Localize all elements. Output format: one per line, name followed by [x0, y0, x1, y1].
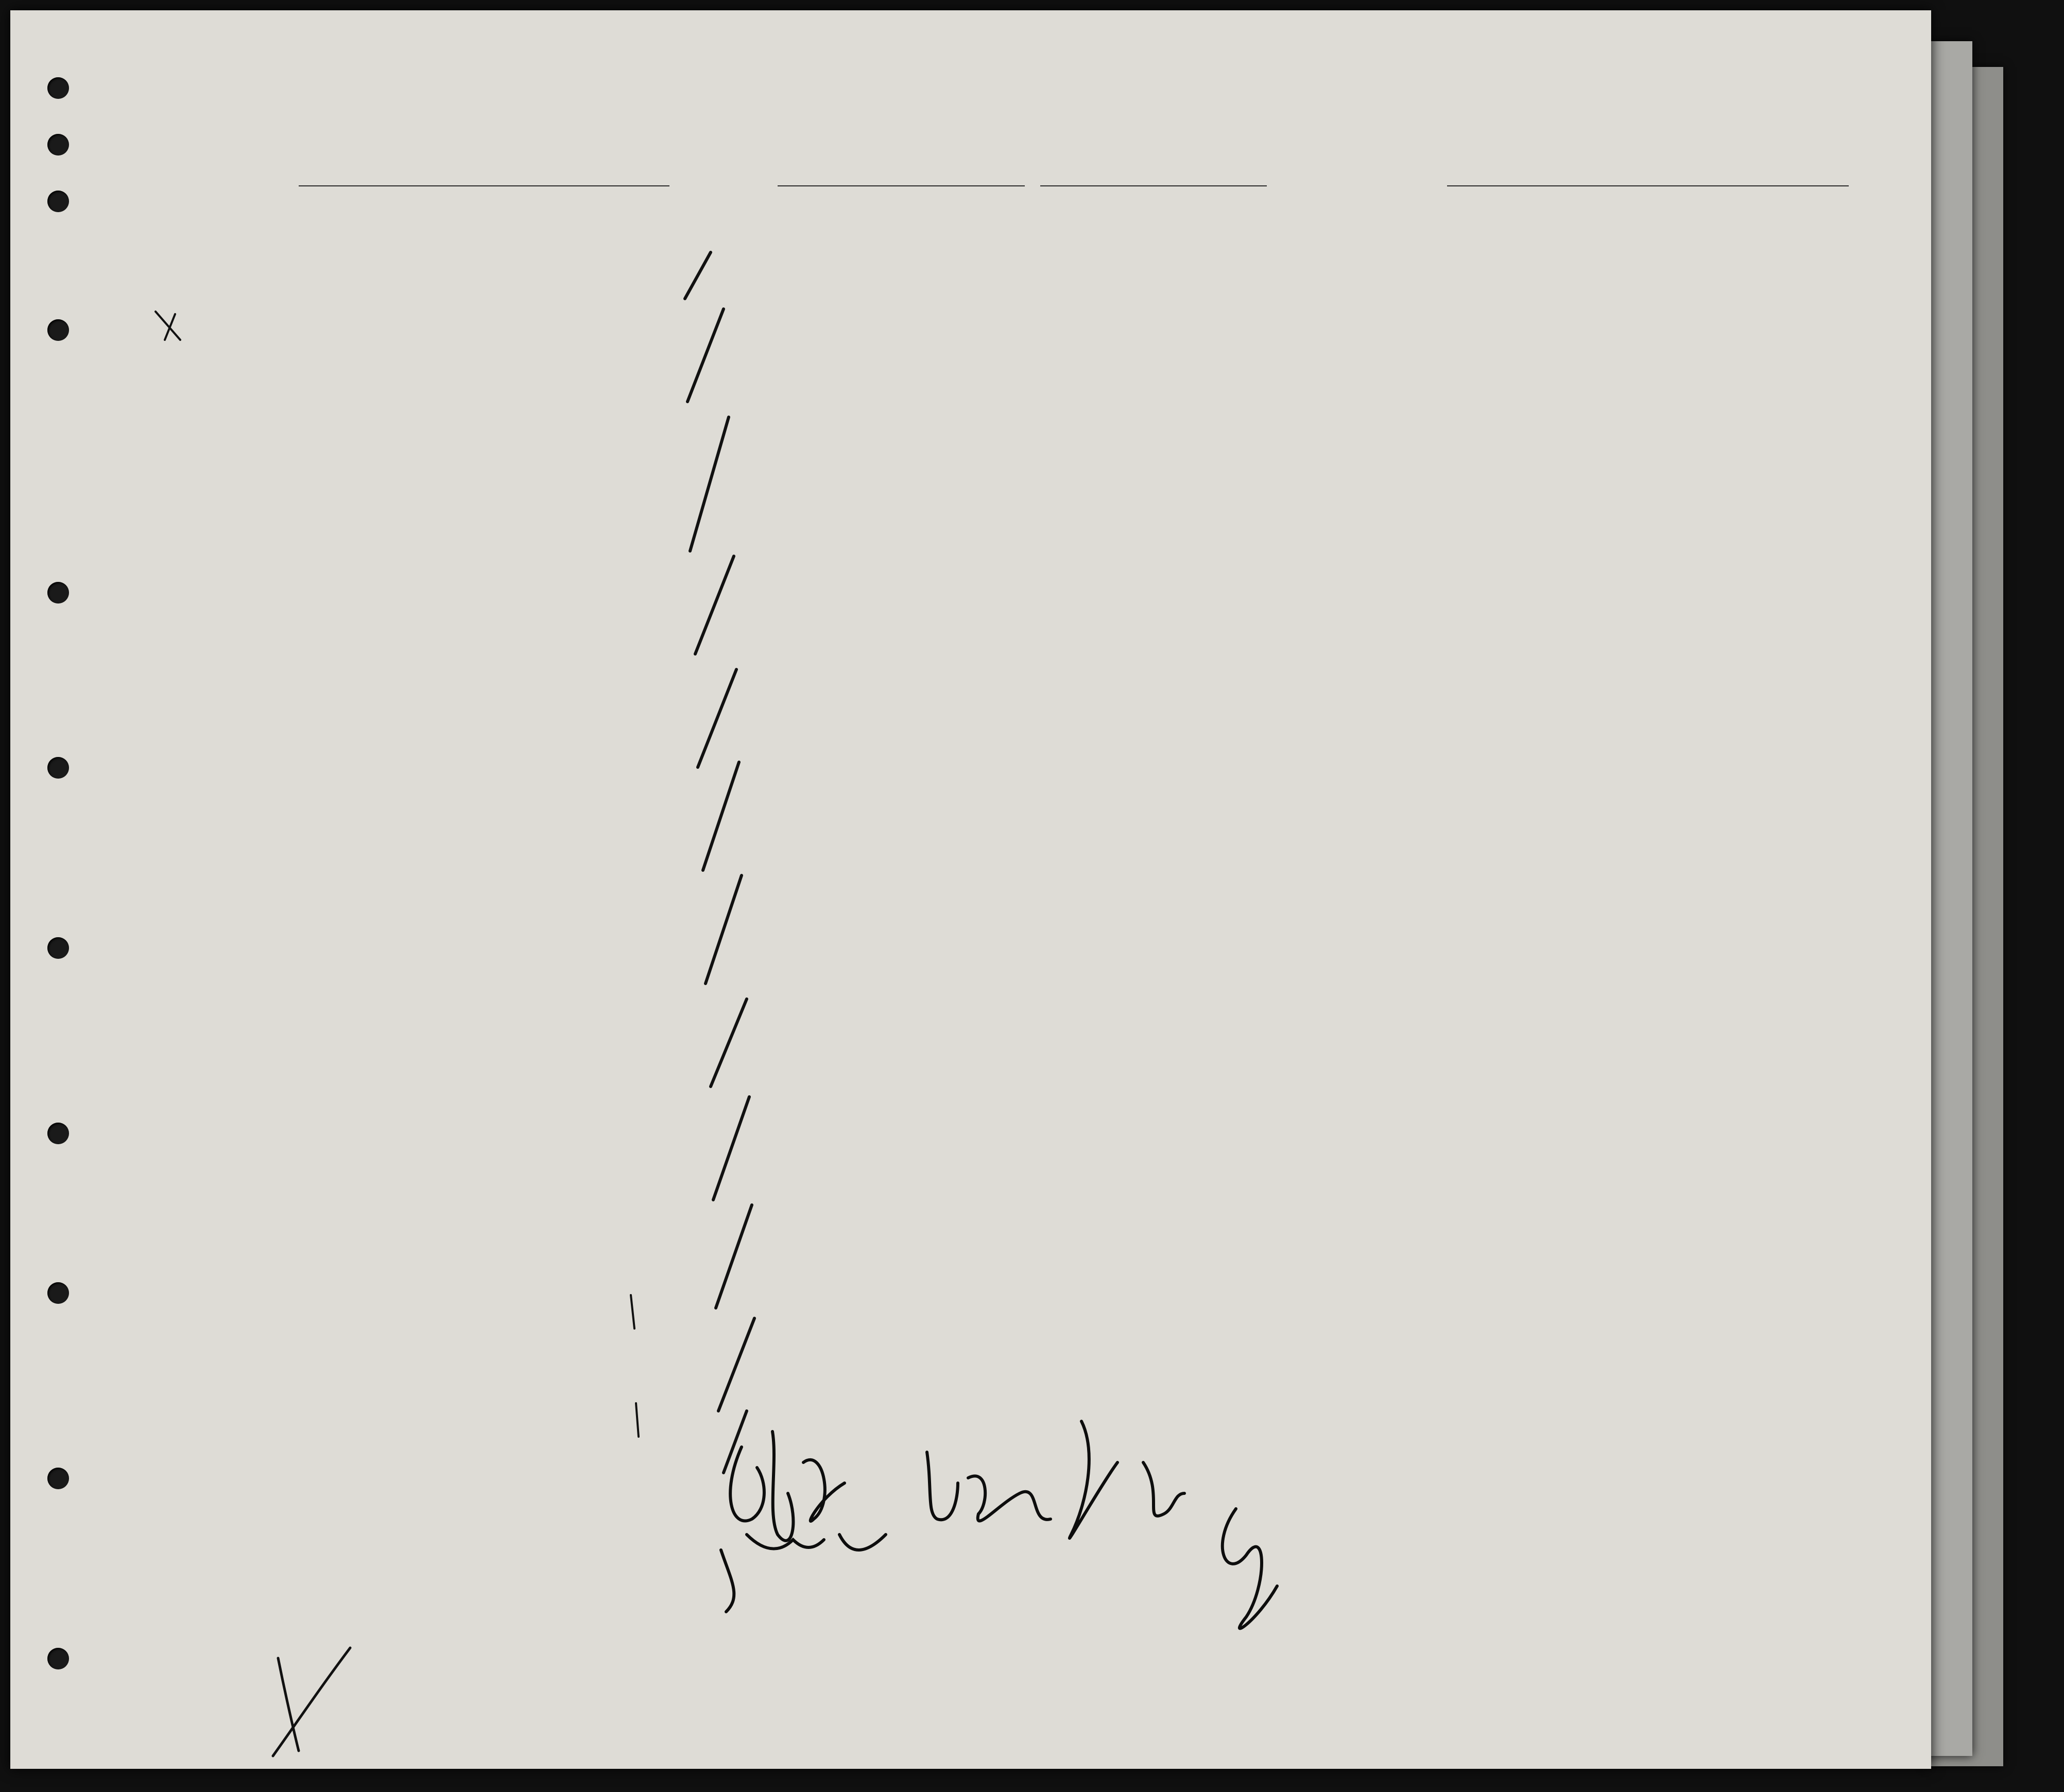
manifest-table-grid [10, 10, 1931, 1769]
manifest-page [10, 10, 1931, 1769]
